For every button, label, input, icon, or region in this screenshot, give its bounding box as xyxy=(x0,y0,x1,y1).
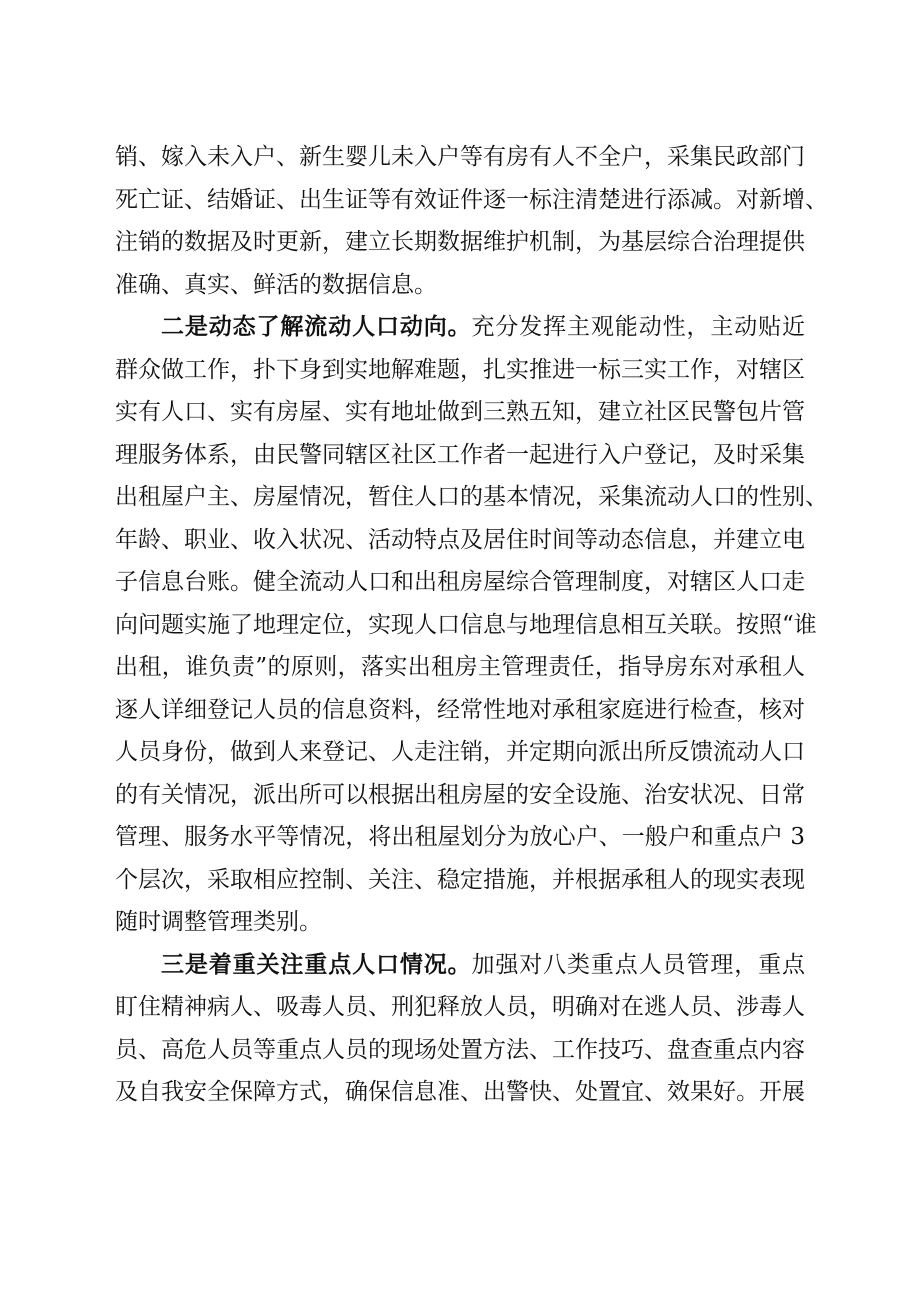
paragraph-1 xyxy=(115,136,828,306)
paragraph-first-line xyxy=(115,944,805,987)
text-line: 死亡证、结婚证、出生证等有效证件逐一标注清楚进行添减。对新增、 xyxy=(115,186,828,213)
text-line: 逐人详细登记人员的信息资料，经常性地对承租家庭进行检查，核对 xyxy=(115,696,805,723)
paragraph-heading: 三是着重关注重点人口情况。 xyxy=(161,951,472,978)
text-line: 向问题实施了地理定位，实现人口信息与地理信息相互关联。按照“谁 xyxy=(115,611,817,638)
text-line: 人员身份，做到人来登记、人走注销，并定期向派出所反馈流动人口 xyxy=(115,739,805,765)
text-run: 加强对八类重点人员管理，重点 xyxy=(471,951,806,978)
paragraph-heading: 二是动态了解流动人口动向。 xyxy=(161,314,472,340)
text-line: 理服务体系，由民警同辖区社区工作者一起进行入户登记，及时采集 xyxy=(115,441,805,468)
text-line: 出租屋户主、房屋情况，暂住人口的基本情况，采集流动人口的性别、 xyxy=(115,484,828,510)
text-line: 实有人口、实有房屋、实有地址做到三熟五知，建立社区民警包片管 xyxy=(115,399,805,425)
text-line: 准确、真实、鲜活的数据信息。 xyxy=(115,271,437,298)
text-line: 销、嫁入未入户、新生婴儿未入户等有房有人不全户，采集民政部门 xyxy=(115,144,805,170)
text-run: 充分发挥主观能动性，主动贴近 xyxy=(471,314,806,340)
text-line: 及自我安全保障方式，确保信息准、出警快、处置宜、效果好。开展 xyxy=(115,1079,805,1105)
paragraph-3 xyxy=(115,944,805,1114)
text-line: 群众做工作，扑下身到实地解难题，扎实推进一标三实工作，对辖区 xyxy=(115,356,805,383)
text-line: 子信息台账。健全流动人口和出租房屋综合管理制度，对辖区人口走 xyxy=(115,569,805,595)
paragraph-2 xyxy=(115,306,828,944)
text-line: 注销的数据及时更新，建立长期数据维护机制，为基层综合治理提供 xyxy=(115,229,805,255)
text-line: 员、高危人员等重点人员的现场处置方法、工作技巧、盘查重点内容 xyxy=(115,1036,805,1063)
text-line: 出租，谁负责”的原则，落实出租房主管理责任，指导房东对承租人 xyxy=(115,654,805,680)
text-line: 个层次，采取相应控制、关注、稳定措施，并根据承租人的现实表现 xyxy=(115,866,805,893)
document-body xyxy=(115,136,828,1114)
text-line: 管理、服务水平等情况，将出租屋划分为放心户、一般户和重点户 3 xyxy=(115,824,805,850)
text-line: 的有关情况，派出所可以根据出租房屋的安全设施、治安状况、日常 xyxy=(115,781,805,808)
text-line: 盯住精神病人、吸毒人员、刑犯释放人员，明确对在逃人员、涉毒人 xyxy=(115,994,805,1020)
paragraph-first-line xyxy=(115,306,805,349)
text-line: 随时调整管理类别。 xyxy=(115,909,322,935)
text-line: 年龄、职业、收入状况、活动特点及居住时间等动态信息，并建立电 xyxy=(115,526,805,553)
